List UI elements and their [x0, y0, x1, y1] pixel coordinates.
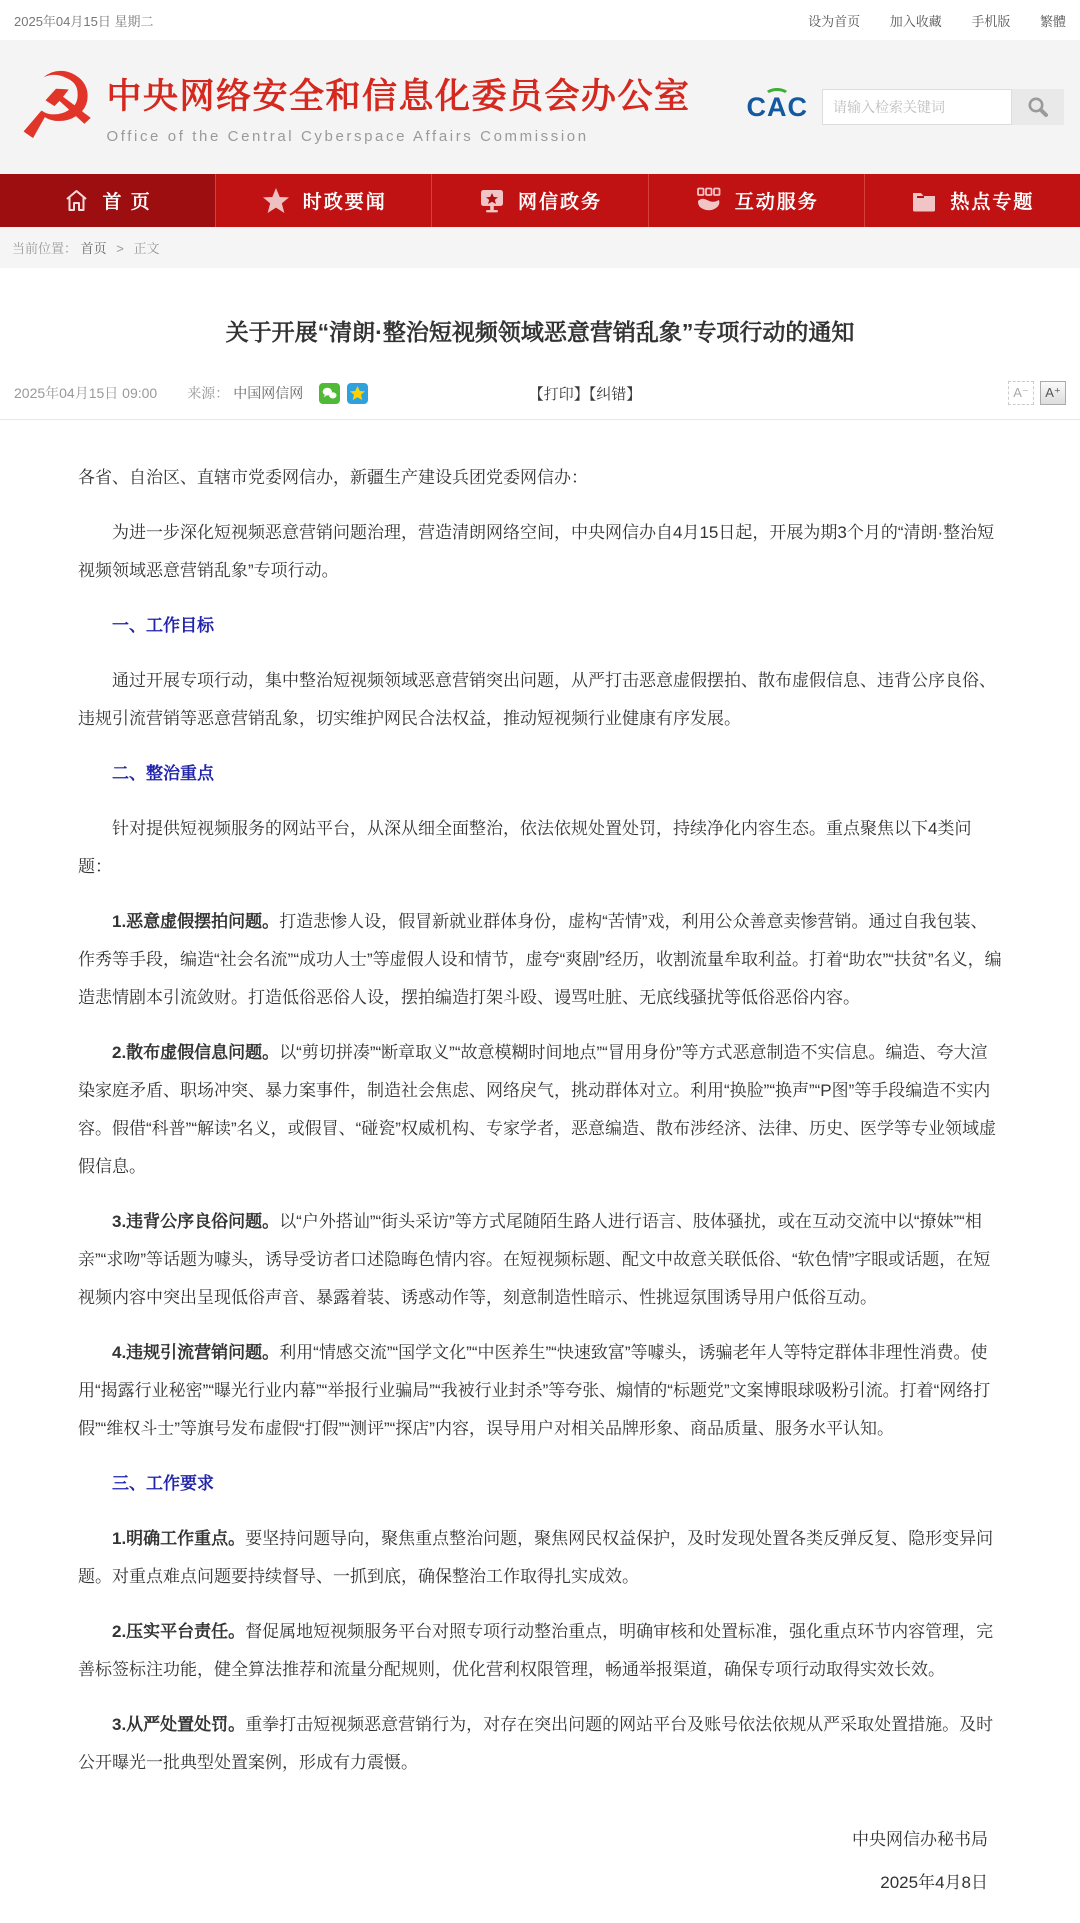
correct-link[interactable]: 【纠错】: [588, 385, 642, 403]
breadcrumb-label: 当前位置：: [12, 241, 78, 256]
section-heading-2: 二、整治重点: [112, 764, 214, 783]
item-text: 以“剪切拼凑”“断章取义”“故意模糊时间地点”“冒用身份”等方式恶意制造不实信息。编造、夸大渲染家庭矛盾、职场冲突、暴力案事件，制造社会焦虑、网络戾气，挑动群体对立。利用“换脸”“换声”“P图”等手段编造不实内容。假借“科普”“解读”名义，或假冒、“碰瓷”权威机构、专家学者，恶意编造、散布涉经济、法律、历史、医学等专业领域虚假信息。: [78, 1043, 996, 1176]
print-link[interactable]: 【打印】: [528, 385, 589, 403]
article-body: [0, 420, 1080, 1782]
nav-item-cyberspace-affairs[interactable]: [431, 174, 647, 227]
topbar-links: [782, 11, 1066, 30]
cac-logo: CAC: [746, 91, 808, 122]
folder-icon: [910, 187, 938, 215]
item-text: 打造悲惨人设，假冒新就业群体身份，虚构“苦情”戏，利用公众善意卖惨营销。通过自我包装、作秀等手段，编造“社会名流”“成功人士”等虚假人设和情节，虚夸“爽剧”经历，收割流量牟取利益。打着“助农”“扶贫”名义，编造悲情剧本引流敛财。打造低俗恶俗人设，摆拍编造打架斗殴、谩骂吐脏、无底线骚扰等低俗恶俗内容。: [78, 912, 1002, 1007]
paragraph-item-4: [78, 1334, 1002, 1448]
source-label: 来源：: [187, 385, 230, 401]
nav-label: 热点专题: [950, 192, 1035, 213]
paragraph-req-3: [78, 1706, 1002, 1782]
paragraph-item-2: [78, 1034, 1002, 1186]
paragraph-req-1: [78, 1520, 1002, 1596]
traditional-chinese-link[interactable]: 繁體: [1039, 13, 1066, 29]
item-lead: 1.恶意虚假摆拍问题。: [112, 912, 280, 931]
add-favorite-link[interactable]: 加入收藏: [889, 13, 942, 29]
search-area: [747, 89, 1065, 125]
breadcrumb-separator: >: [116, 241, 124, 256]
signature-date: 2025年4月8日: [880, 1873, 988, 1892]
chat-service-icon: [694, 186, 723, 215]
article-title: 关于开展“清朗·整治短视频领域恶意营销乱象”专项行动的通知: [225, 319, 855, 345]
item-lead: 2.散布虚假信息问题。: [112, 1043, 280, 1062]
signature-org: 中央网信办秘书局: [852, 1830, 988, 1849]
mobile-version-link[interactable]: 手机版: [971, 13, 1011, 29]
item-lead: 2.压实平台责任。: [112, 1622, 246, 1641]
item-text: 以“户外搭讪”“街头采访”等方式尾随陌生路人进行语言、肢体骚扰，或在互动交流中以“撩妹”“相亲”“求吻”等话题为噱头，诱导受访者口述隐晦色情内容。在短视频标题、配文中故意关联低俗、“软色情”字眼或话题，在短视频内容中突出呈现低俗声音、暴露着装、诱惑动作等，刻意制造性暗示、性挑逗氛围诱导用户低俗互动。: [78, 1212, 991, 1307]
font-smaller-button[interactable]: A⁻: [1008, 381, 1034, 405]
font-size-controls: [1008, 381, 1066, 405]
nav-item-politics-news[interactable]: [215, 174, 431, 227]
item-text: 利用“情感交流”“国学文化”“中医养生”“快速致富”等噱头，诱骗老年人等特定群体非理性消费。使用“揭露行业秘密”“曝光行业内幕”“举报行业骗局”“我被行业封杀”等夸张、煽情的“标题党”文案博眼球吸粉引流。打着“网络打假”“维权斗士”等旗号发布虚假“打假”“测评”“探店”内容，误导用户对相关品牌形象、商品质量、服务水平认知。: [78, 1343, 991, 1438]
paragraph-req-2: [78, 1613, 1002, 1689]
site-title: 中央网络安全和信息化委员会办公室: [106, 77, 691, 116]
nav-label: 首 页: [102, 192, 152, 213]
topbar: [0, 0, 1080, 40]
publish-datetime: 2025年04月15日 09:00: [14, 385, 158, 401]
item-text: 要坚持问题导向，聚焦重点整治问题，聚焦网民权益保护，及时发现处置各类反弹反复、隐形变异问题。对重点难点问题要持续督导、一抓到底，确保整治工作取得扎实成效。: [78, 1529, 994, 1586]
section-heading-3: 三、工作要求: [112, 1474, 214, 1493]
paragraph: 针对提供短视频服务的网站平台，从深从细全面整治，依法依规处置处罚，持续净化内容生态。重点聚焦以下4类问题：: [78, 819, 972, 876]
item-lead: 3.违背公序良俗问题。: [112, 1212, 280, 1231]
nav-label: 互动服务: [734, 192, 819, 213]
home-icon: [63, 187, 90, 214]
paragraph-item-1: [78, 903, 1002, 1017]
article-container: [0, 268, 1080, 1923]
search-input[interactable]: [822, 89, 1012, 125]
paragraph: 通过开展专项行动，集中整治短视频领域恶意营销突出问题，从严打击恶意虚假摆拍、散布虚假信息、违背公序良俗、违规引流营销等恶意营销乱象，切实维护网民合法权益，推动短视频行业健康有序发展。: [78, 671, 996, 728]
breadcrumb: [0, 227, 1080, 268]
party-emblem-icon: ☭: [16, 53, 99, 160]
paragraph-address: 各省、自治区、直辖市党委网信办，新疆生产建设兵团党委网信办：: [78, 468, 588, 487]
section-heading-1: 一、工作目标: [112, 616, 214, 635]
site-brand[interactable]: [16, 53, 691, 160]
qzone-share-icon[interactable]: [347, 383, 368, 404]
search-icon: [1026, 95, 1050, 119]
breadcrumb-current: 正文: [133, 241, 160, 256]
set-homepage-link[interactable]: 设为首页: [808, 13, 861, 29]
item-text: 督促属地短视频服务平台对照专项行动整治重点，明确审核和处置标准，强化重点环节内容管理，完善标签标注功能，健全算法推荐和流量分配规则，优化营利权限管理，畅通举报渠道，确保专项行动取得实效长效。: [78, 1622, 994, 1679]
nav-label: 时政要闻: [302, 192, 387, 213]
item-lead: 1.明确工作重点。: [112, 1529, 246, 1548]
item-lead: 4.违规引流营销问题。: [112, 1343, 280, 1362]
source-value: 中国网信网: [233, 385, 304, 401]
site-subtitle-en: Office of the Central Cyberspace Affairs Commission: [106, 128, 589, 145]
font-larger-button[interactable]: A⁺: [1040, 381, 1066, 405]
site-header: [0, 40, 1080, 174]
article-meta-row: [0, 373, 1080, 420]
star-icon: [261, 186, 291, 216]
nav-label: 网信政务: [518, 192, 603, 213]
main-nav: [0, 174, 1080, 227]
current-date: 2025年04月15日 星期二: [14, 13, 154, 29]
print-correct-links: [529, 383, 642, 404]
nav-item-hot-topics[interactable]: [864, 174, 1080, 227]
monitor-star-icon: [478, 187, 506, 215]
breadcrumb-home-link[interactable]: 首页: [80, 241, 107, 256]
item-text: 重拳打击短视频恶意营销行为，对存在突出问题的网站平台及账号依法依规从严采取处置措施。及时公开曝光一批典型处置案例，形成有力震慑。: [78, 1715, 994, 1772]
search-button[interactable]: [1012, 89, 1064, 125]
share-buttons: [319, 383, 368, 404]
nav-item-home[interactable]: [0, 174, 215, 227]
wechat-share-icon[interactable]: [319, 383, 340, 404]
item-lead: 3.从严处置处罚。: [112, 1715, 246, 1734]
paragraph: 为进一步深化短视频恶意营销问题治理，营造清朗网络空间，中央网信办自4月15日起，开展为期3个月的“清朗·整治短视频领域恶意营销乱象”专项行动。: [78, 523, 995, 580]
paragraph-item-3: [78, 1203, 1002, 1317]
nav-item-interactive-services[interactable]: [648, 174, 864, 227]
